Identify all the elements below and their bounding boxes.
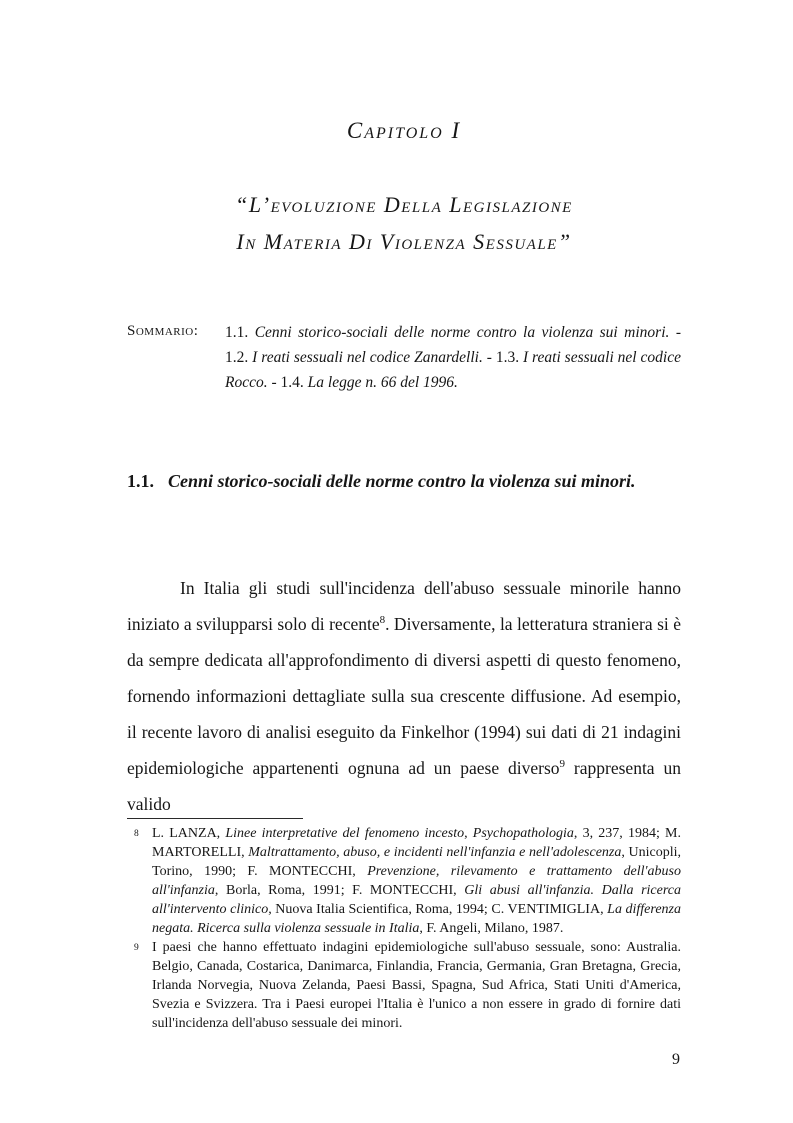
body-text-segment: In Italia gli studi sull'incidenza dell'abuso sessuale minorile hanno iniziato a svilupparsi solo di recente xyxy=(127,578,681,634)
footnote-8 xyxy=(127,824,681,938)
footnote-segment: Prevenzione, rilevamento e trattamento dell'abuso all'infanzia xyxy=(152,864,681,898)
body-text-segment: . Diversamente, la letteratura straniera si è da sempre dedicata all'approfondimento di diversi aspetti di questo fenomeno, fornendo informazioni dettagliate sulla sua crescente diffusione. Ad esempio, il recente lavoro di analisi eseguito da Finkelhor (1994) sui dati di 21 indagini epidemiologiche appartenenti ognuna ad un paese diverso xyxy=(127,614,681,778)
footnote-segment: , Nuova Italia Scientifica, Roma, 1994; C. VENTIMIGLIA, xyxy=(268,902,608,917)
footnote-segment: , 3, 237, 1984; M. MARTORELLI, xyxy=(152,826,681,860)
footnote-segment: Psychopathologia xyxy=(472,826,574,841)
sommario-segment: - 1.4. xyxy=(267,374,308,391)
footnote-segment: , Unicopli, Torino, 1990; F. MONTECCHI, xyxy=(152,845,682,879)
sommario-segment: - 1.2. xyxy=(225,324,681,366)
footnote-ref-9: 9 xyxy=(559,758,566,771)
footnote-segment: L. LANZA, xyxy=(152,826,226,841)
footnote-segment: Linee interpretative del fenomeno incesto xyxy=(225,826,465,841)
page-number: 9 xyxy=(672,1051,680,1068)
chapter-title-line2: In Materia Di Violenza Sessuale” xyxy=(236,229,572,254)
sommario-label: Sommario: xyxy=(127,323,199,339)
section-heading xyxy=(127,462,681,500)
sommario-segment: La legge n. 66 del 1996. xyxy=(307,374,458,391)
footnote-segment: , Borla, Roma, 1991; F. MONTECCHI, xyxy=(214,883,465,898)
sommario-segment: I reati sessuali nel codice Zanardelli. xyxy=(252,349,483,366)
body-text-segment: rappresenta un valido xyxy=(127,758,681,814)
body-paragraph xyxy=(127,570,681,822)
footnote-segment: Maltrattamento, abuso, e incidenti nell'infanzia e nell'adolescenza xyxy=(248,845,622,860)
footnote-segment: La differenza negata. Ricerca sulla violenza sessuale in Italia xyxy=(152,902,681,936)
sommario-segment: I reati sessuali nel codice Rocco. xyxy=(225,349,681,391)
footnote-segment: , xyxy=(464,826,473,841)
footnote-separator xyxy=(127,818,303,819)
chapter-title-line1: “L’evoluzione Della Legislazione xyxy=(235,192,573,217)
footnote-marker: 8 xyxy=(134,829,139,839)
section-number: 1.1. xyxy=(127,471,154,491)
sommario-segment: Cenni storico-sociali delle norme contro la violenza sui minori. xyxy=(254,324,670,341)
sommario-segment: 1.1. xyxy=(225,324,255,341)
sommario-segment: - 1.3. xyxy=(482,349,523,366)
footnote-marker: 9 xyxy=(134,943,139,953)
footnotes-block xyxy=(127,824,681,1033)
footnote-segment: Gli abusi all'infanzia. Dalla ricerca all'intervento clinico xyxy=(152,883,681,917)
footnote-segment: , F. Angeli, Milano, 1987. xyxy=(419,921,564,936)
footnote-ref-8: 8 xyxy=(379,614,386,627)
footnote-9 xyxy=(127,938,681,1033)
chapter-kicker: Capitolo I xyxy=(346,118,462,143)
sommario-text xyxy=(225,320,681,395)
page-content xyxy=(127,0,681,1123)
chapter-title xyxy=(127,186,681,260)
section-title: Cenni storico-sociali delle norme contro la violenza sui minori. xyxy=(168,471,636,491)
sommario-block xyxy=(127,320,681,395)
footnote-segment: I paesi che hanno effettuato indagini epidemiologiche sull'abuso sessuale, sono: Australia. Belgio, Canada, Costarica, Danimarca, Finlandia, Francia, Germania, Gran Bretagna, Grecia, Irlanda Norvegia, Nuova Zelanda, Paesi Bassi, Spagna, Sud Africa, Stati Uniti d'America, Svezia e Svizzera. Tra i Paesi europei l'Italia è l'unico a non essere in grado di fornire dati sull'incidenza dell'abuso sessuale dei minori. xyxy=(152,940,681,1031)
